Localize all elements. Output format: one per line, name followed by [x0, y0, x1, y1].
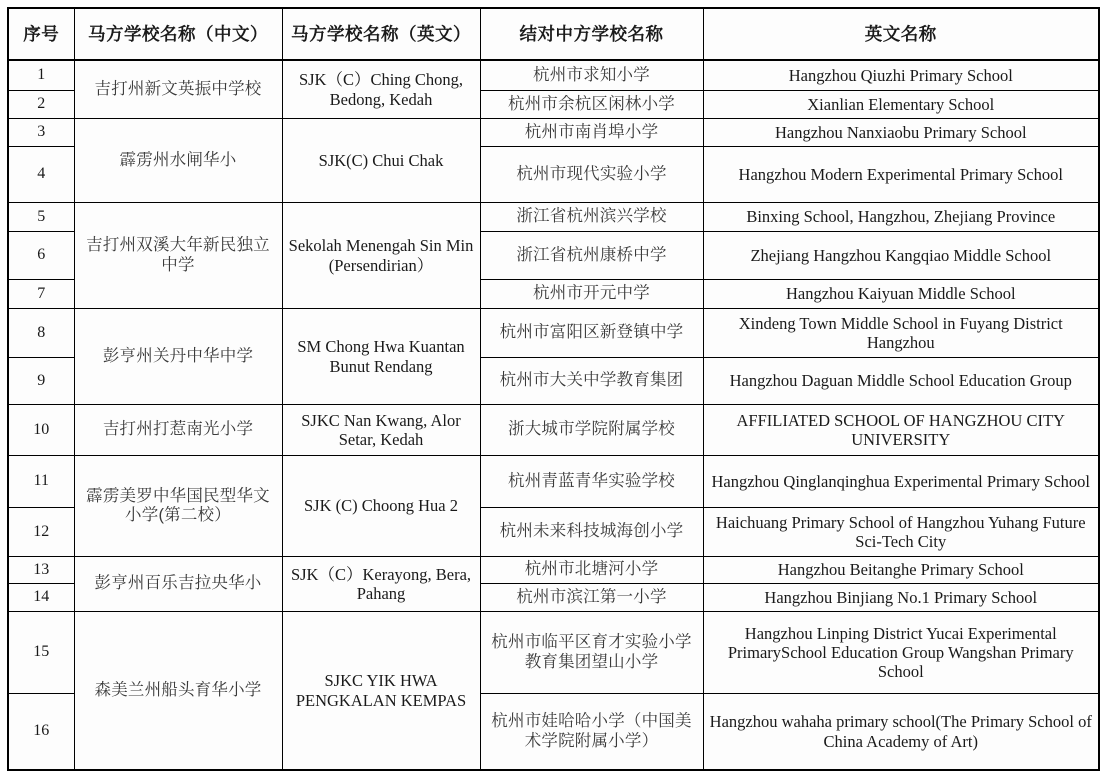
cell-malaysia-school-chinese: 彭亨州关丹中华中学 — [74, 309, 282, 405]
cell-china-school-english: Xianlian Elementary School — [703, 91, 1099, 119]
table-row — [8, 60, 1099, 91]
cell-china-school-english: Hangzhou wahaha primary school(The Primary School of China Academy of Art) — [703, 694, 1099, 771]
cell-china-school-english: Hangzhou Daguan Middle School Education Group — [703, 358, 1099, 405]
cell-malaysia-school-chinese: 霹雳州水闸华小 — [74, 119, 282, 203]
cell-china-partner-school: 杭州市北塘河小学 — [480, 557, 703, 584]
cell-china-school-english: AFFILIATED SCHOOL OF HANGZHOU CITY UNIVERSITY — [703, 405, 1099, 456]
cell-malaysia-school-english: SJK (C) Choong Hua 2 — [282, 456, 480, 557]
cell-china-partner-school: 杭州市滨江第一小学 — [480, 584, 703, 612]
cell-no: 1 — [8, 60, 74, 91]
cell-malaysia-school-chinese: 吉打州新文英振中学校 — [74, 60, 282, 119]
cell-china-partner-school: 杭州青蓝青华实验学校 — [480, 456, 703, 508]
cell-no: 11 — [8, 456, 74, 508]
cell-no: 13 — [8, 557, 74, 584]
cell-china-partner-school: 杭州市余杭区闲林小学 — [480, 91, 703, 119]
table-row — [8, 557, 1099, 584]
cell-malaysia-school-english: SM Chong Hwa Kuantan Bunut Rendang — [282, 309, 480, 405]
cell-china-partner-school: 杭州市现代实验小学 — [480, 147, 703, 203]
school-pairing-table — [7, 7, 1100, 771]
cell-malaysia-school-english: SJK（C）Kerayong, Bera, Pahang — [282, 557, 480, 612]
header-malaysia-school-english: 马方学校名称（英文） — [282, 8, 480, 60]
cell-china-partner-school: 杭州市开元中学 — [480, 280, 703, 309]
cell-china-partner-school: 浙江省杭州康桥中学 — [480, 232, 703, 280]
cell-malaysia-school-english: SJK（C）Ching Chong, Bedong, Kedah — [282, 60, 480, 119]
cell-china-school-english: Hangzhou Linping District Yucai Experimental PrimarySchool Education Group Wangshan Primary School — [703, 612, 1099, 694]
table-header-row — [8, 8, 1099, 60]
cell-malaysia-school-english: Sekolah Menengah Sin Min (Persendirian） — [282, 203, 480, 309]
header-china-partner-school: 结对中方学校名称 — [480, 8, 703, 60]
cell-china-school-english: Hangzhou Qinglanqinghua Experimental Primary School — [703, 456, 1099, 508]
table-body — [8, 60, 1099, 770]
cell-china-school-english: Hangzhou Binjiang No.1 Primary School — [703, 584, 1099, 612]
header-malaysia-school-chinese: 马方学校名称（中文） — [74, 8, 282, 60]
cell-china-school-english: Hangzhou Qiuzhi Primary School — [703, 60, 1099, 91]
cell-china-school-english: Xindeng Town Middle School in Fuyang District Hangzhou — [703, 309, 1099, 358]
cell-china-partner-school: 杭州市娃哈哈小学（中国美术学院附属小学） — [480, 694, 703, 771]
table-row — [8, 309, 1099, 358]
cell-china-partner-school: 浙江省杭州滨兴学校 — [480, 203, 703, 232]
cell-malaysia-school-chinese: 吉打州双溪大年新民独立中学 — [74, 203, 282, 309]
cell-no: 2 — [8, 91, 74, 119]
cell-no: 14 — [8, 584, 74, 612]
cell-china-partner-school: 杭州未来科技城海创小学 — [480, 508, 703, 557]
cell-no: 7 — [8, 280, 74, 309]
header-china-school-english: 英文名称 — [703, 8, 1099, 60]
cell-no: 4 — [8, 147, 74, 203]
cell-no: 6 — [8, 232, 74, 280]
table-row — [8, 119, 1099, 147]
cell-malaysia-school-chinese: 霹雳美罗中华国民型华文小学(第二校） — [74, 456, 282, 557]
cell-china-school-english: Haichuang Primary School of Hangzhou Yuhang Future Sci-Tech City — [703, 508, 1099, 557]
cell-no: 16 — [8, 694, 74, 771]
cell-no: 3 — [8, 119, 74, 147]
cell-malaysia-school-chinese: 吉打州打惹南光小学 — [74, 405, 282, 456]
cell-no: 15 — [8, 612, 74, 694]
table-row — [8, 203, 1099, 232]
cell-china-school-english: Hangzhou Kaiyuan Middle School — [703, 280, 1099, 309]
cell-china-partner-school: 浙大城市学院附属学校 — [480, 405, 703, 456]
cell-no: 5 — [8, 203, 74, 232]
cell-china-partner-school: 杭州市富阳区新登镇中学 — [480, 309, 703, 358]
cell-no: 12 — [8, 508, 74, 557]
cell-malaysia-school-english: SJK(C) Chui Chak — [282, 119, 480, 203]
cell-china-school-english: Hangzhou Beitanghe Primary School — [703, 557, 1099, 584]
cell-china-school-english: Hangzhou Modern Experimental Primary School — [703, 147, 1099, 203]
cell-malaysia-school-chinese: 彭亨州百乐吉拉央华小 — [74, 557, 282, 612]
cell-china-partner-school: 杭州市南肖埠小学 — [480, 119, 703, 147]
table-row — [8, 405, 1099, 456]
cell-china-school-english: Hangzhou Nanxiaobu Primary School — [703, 119, 1099, 147]
cell-no: 10 — [8, 405, 74, 456]
cell-malaysia-school-english: SJKC Nan Kwang, Alor Setar, Kedah — [282, 405, 480, 456]
table-row — [8, 456, 1099, 508]
cell-china-school-english: Zhejiang Hangzhou Kangqiao Middle School — [703, 232, 1099, 280]
cell-malaysia-school-chinese: 森美兰州船头育华小学 — [74, 612, 282, 771]
cell-china-school-english: Binxing School, Hangzhou, Zhejiang Province — [703, 203, 1099, 232]
cell-china-partner-school: 杭州市大关中学教育集团 — [480, 358, 703, 405]
cell-china-partner-school: 杭州市求知小学 — [480, 60, 703, 91]
header-no: 序号 — [8, 8, 74, 60]
cell-no: 9 — [8, 358, 74, 405]
cell-malaysia-school-english: SJKC YIK HWA PENGKALAN KEMPAS — [282, 612, 480, 771]
table-row — [8, 612, 1099, 694]
cell-china-partner-school: 杭州市临平区育才实验小学教育集团望山小学 — [480, 612, 703, 694]
cell-no: 8 — [8, 309, 74, 358]
